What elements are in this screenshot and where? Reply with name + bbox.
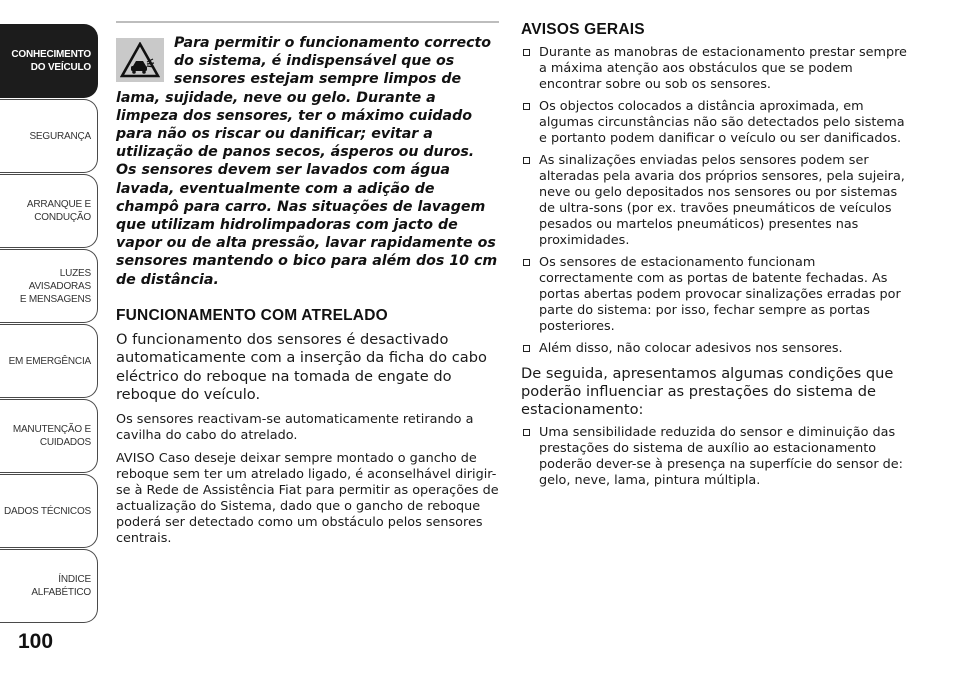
- paragraph-aviso: AVISO Caso deseje deixar sempre montado o gancho de reboque sem ter um atrelado ligado, é aconselhável dirigir-se à Rede de Assistência Fiat para permitir as operações de actualização do Sistema, dado que o gancho de reboque poderá ser detectado como um obstáculo pelos sensores centrais.: [116, 450, 499, 546]
- tab-seguranca[interactable]: SEGURANÇA: [0, 99, 98, 173]
- chapter-sidebar: [0, 0, 104, 678]
- tab-dados-tecnicos[interactable]: DADOS TÉCNICOS: [0, 474, 98, 548]
- section-title-atrelado: FUNCIONAMENTO COM ATRELADO: [116, 306, 388, 324]
- tab-indice-alfabetico[interactable]: ÍNDICE ALFABÉTICO: [0, 549, 98, 623]
- warnings-list: [521, 45, 911, 357]
- checkbox-bullet-icon: [523, 103, 530, 110]
- list-item: Durante as manobras de estacionamento prestar sempre a máxima atenção aos obstáculos que se podem encontrar sobre ou sob os sensores.: [521, 45, 911, 93]
- tab-em-emergencia[interactable]: EM EMERGÊNCIA: [0, 324, 98, 398]
- list-item: Os objectos colocados a distância aproximada, em algumas circunstâncias não são detectados pelo sistema e portanto podem danificar o veículo ou ser danificados.: [521, 99, 911, 147]
- car-wash-warning-icon: [116, 38, 164, 82]
- tab-manutencao-e-cuidados[interactable]: MANUTENÇÃO E CUIDADOS: [0, 399, 98, 473]
- left-column: [116, 20, 499, 554]
- section-title-avisos-gerais: AVISOS GERAIS: [521, 21, 645, 38]
- checkbox-bullet-icon: [523, 49, 530, 56]
- warning-block: [116, 34, 499, 289]
- paragraph-reactivacao: Os sensores reactivam-se automaticamente retirando a cavilha do cabo do atrelado.: [116, 411, 474, 443]
- checkbox-bullet-icon: [523, 259, 530, 266]
- list-item: Os sensores de estacionamento funcionam correctamente com as portas de batente fechadas. As portas abertas podem provocar sinalizações erradas por parte do sistema: por isso, fechar sempre as portas posteriores.: [521, 255, 911, 335]
- tab-arranque-e-conducao[interactable]: ARRANQUE E CONDUÇÃO: [0, 174, 98, 248]
- warning-text: Para permitir o funcionamento correcto do sistema, é indispensável que os sensores estejam sempre limpos de lama, sujidade, neve ou gelo. Durante a limpeza dos sensores, ter o máximo cuidado para não os riscar ou danificar; evitar a utilização de panos secos, ásperos ou duros. Os sensores devem ser lavados com água lavada, eventualmente com a adição de champô para carro. Nas situações de lavagem que utilizam hidrolimpadoras com jacto de vapor ou de alta pressão, lavar rapidamente os sensores mantendo o bico para além dos 10 cm de distância.: [116, 35, 498, 288]
- list-item: As sinalizações enviadas pelos sensores podem ser alteradas pela avaria dos próprios sensores, pela sujeira, neve ou gelo depositados nos sensores ou por sistemas de ultra-sons (por ex. travões pneumáticos de veículos pesados ou martelos pneumáticos) presentes nas proximidades.: [521, 153, 911, 249]
- checkbox-bullet-icon: [523, 345, 530, 352]
- checkbox-bullet-icon: [523, 157, 530, 164]
- list-item: Além disso, não colocar adesivos nos sensores.: [521, 341, 911, 357]
- page-number: 100: [18, 630, 54, 653]
- tab-luzes-avisadoras[interactable]: LUZES AVISADORAS E MENSAGENS: [0, 249, 98, 323]
- tab-conhecimento-do-veiculo[interactable]: CONHECIMENTO DO VEÍCULO: [0, 24, 98, 98]
- paragraph-condicoes: De seguida, apresentamos algumas condições que poderão influenciar as prestações do sistema de estacionamento:: [521, 365, 894, 418]
- paragraph-desactivacao: O funcionamento dos sensores é desactivado automaticamente com a inserção da ficha do cabo eléctrico do reboque na tomada de engate do reboque do veículo.: [116, 330, 487, 404]
- checkbox-bullet-icon: [523, 429, 530, 436]
- right-column: [521, 18, 911, 495]
- list-item: Uma sensibilidade reduzida do sensor e diminuição das prestações do sistema de auxílio ao estacionamento poderão dever-se à presença na superfície do sensor de: gelo, neve, lama, pintura múltipla.: [521, 425, 911, 489]
- conditions-list: [521, 425, 911, 489]
